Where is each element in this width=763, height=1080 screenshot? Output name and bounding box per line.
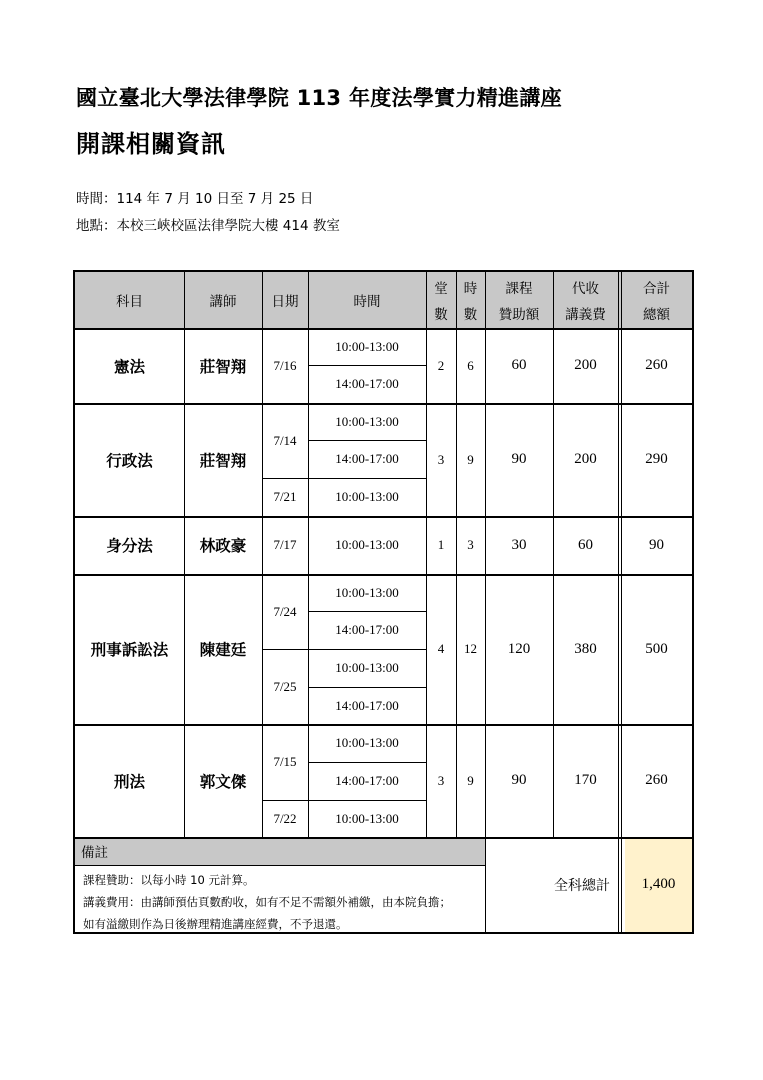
row-time: 14:00-17:00 — [335, 622, 399, 637]
header-subsidy-line1: 課程 — [505, 281, 533, 297]
header-time: 時間 — [353, 294, 381, 310]
row-subject: 刑事訴訟法 — [90, 641, 169, 659]
row-subject: 行政法 — [106, 451, 153, 470]
header-total-line1: 合計 — [643, 281, 670, 297]
row-fee: 380 — [574, 640, 597, 657]
header-subsidy-line2: 贊助額 — [498, 307, 540, 323]
row-date: 7/16 — [273, 357, 297, 373]
header-date: 日期 — [271, 294, 299, 310]
grand-total-label: 全科總計 — [554, 877, 610, 894]
row-teacher: 郭文傑 — [199, 772, 247, 791]
note-line: 課程贊助：以每小時 10 元計算。 — [83, 873, 255, 887]
row-teacher: 林政豪 — [199, 537, 247, 555]
row-fee: 200 — [574, 451, 597, 467]
row-time: 14:00-17:00 — [335, 697, 399, 713]
row-date: 7/17 — [273, 537, 297, 552]
row-total: 290 — [645, 451, 668, 467]
row-hours: 12 — [464, 641, 477, 656]
info-place: 地點：本校三峽校區法律學院大樓 414 教室 — [76, 218, 340, 234]
row-subsidy: 30 — [511, 536, 527, 553]
note-line: 講義費用：由講師預估頁數酌收，如有不足不需額外補繳，由本院負擔； — [83, 895, 451, 909]
row-time: 10:00-13:00 — [335, 735, 399, 750]
row-subject: 身分法 — [106, 537, 153, 555]
row-sessions: 4 — [437, 641, 445, 656]
row-subject: 刑法 — [113, 772, 145, 791]
header-subject: 科目 — [116, 294, 143, 310]
row-time: 10:00-13:00 — [335, 810, 399, 826]
row-subject: 憲法 — [113, 357, 145, 376]
row-date: 7/22 — [273, 810, 297, 826]
row-date: 7/15 — [273, 754, 297, 769]
header-sessions-line1: 堂 — [434, 281, 448, 297]
row-subsidy: 60 — [511, 357, 527, 373]
row-total: 90 — [649, 536, 664, 553]
row-sessions: 2 — [437, 357, 445, 373]
row-sessions: 3 — [437, 772, 445, 788]
row-total: 260 — [645, 357, 668, 373]
document-subtitle: 開課相關資訊 — [76, 130, 226, 158]
grand-total-value: 1,400 — [641, 876, 676, 892]
course-table — [73, 270, 694, 934]
row-time: 10:00-13:00 — [335, 338, 399, 354]
row-time: 10:00-13:00 — [335, 584, 399, 600]
row-hours: 9 — [467, 451, 474, 467]
row-teacher: 莊智翔 — [199, 357, 247, 376]
header-sessions-line2: 數 — [434, 307, 448, 323]
row-fee: 60 — [578, 536, 593, 553]
row-sessions: 3 — [437, 451, 445, 467]
row-teacher: 陳建廷 — [199, 641, 247, 659]
row-hours: 3 — [467, 537, 474, 552]
row-time: 10:00-13:00 — [335, 489, 399, 504]
header-fee-line1: 代收 — [572, 281, 599, 297]
row-date: 7/21 — [273, 489, 297, 504]
row-subsidy: 90 — [511, 772, 527, 788]
row-hours: 6 — [467, 357, 474, 373]
row-time: 10:00-13:00 — [335, 413, 399, 429]
note-line: 如有溢繳則作為日後辦理精進講座經費，不予退還。 — [83, 917, 348, 931]
row-subsidy: 120 — [507, 640, 531, 657]
row-hours: 9 — [467, 772, 474, 788]
info-time: 時間：114 年 7 月 10 日至 7 月 25 日 — [76, 191, 314, 207]
row-date: 7/24 — [273, 603, 297, 619]
header-hours-line2: 數 — [463, 307, 478, 323]
row-date: 7/25 — [273, 678, 297, 694]
row-fee: 200 — [574, 357, 597, 373]
document-title: 國立臺北大學法律學院 113 年度法學實力精進講座 — [76, 86, 562, 110]
row-time: 14:00-17:00 — [335, 376, 399, 391]
row-sessions: 1 — [437, 537, 445, 552]
notes-label: 備註 — [81, 845, 108, 861]
row-total: 500 — [645, 640, 668, 657]
row-fee: 170 — [574, 772, 597, 788]
row-time: 14:00-17:00 — [335, 773, 399, 788]
row-time: 10:00-13:00 — [335, 537, 399, 552]
row-time: 10:00-13:00 — [335, 660, 399, 675]
header-teacher: 講師 — [209, 294, 237, 310]
header-total-line2: 總額 — [643, 307, 670, 323]
row-subsidy: 90 — [511, 451, 527, 467]
header-fee-line2: 講義費 — [565, 307, 606, 323]
row-total: 260 — [645, 772, 668, 788]
header-hours-line1: 時 — [463, 281, 478, 297]
row-time: 14:00-17:00 — [335, 451, 399, 466]
row-date: 7/14 — [273, 432, 297, 448]
row-teacher: 莊智翔 — [199, 451, 247, 470]
